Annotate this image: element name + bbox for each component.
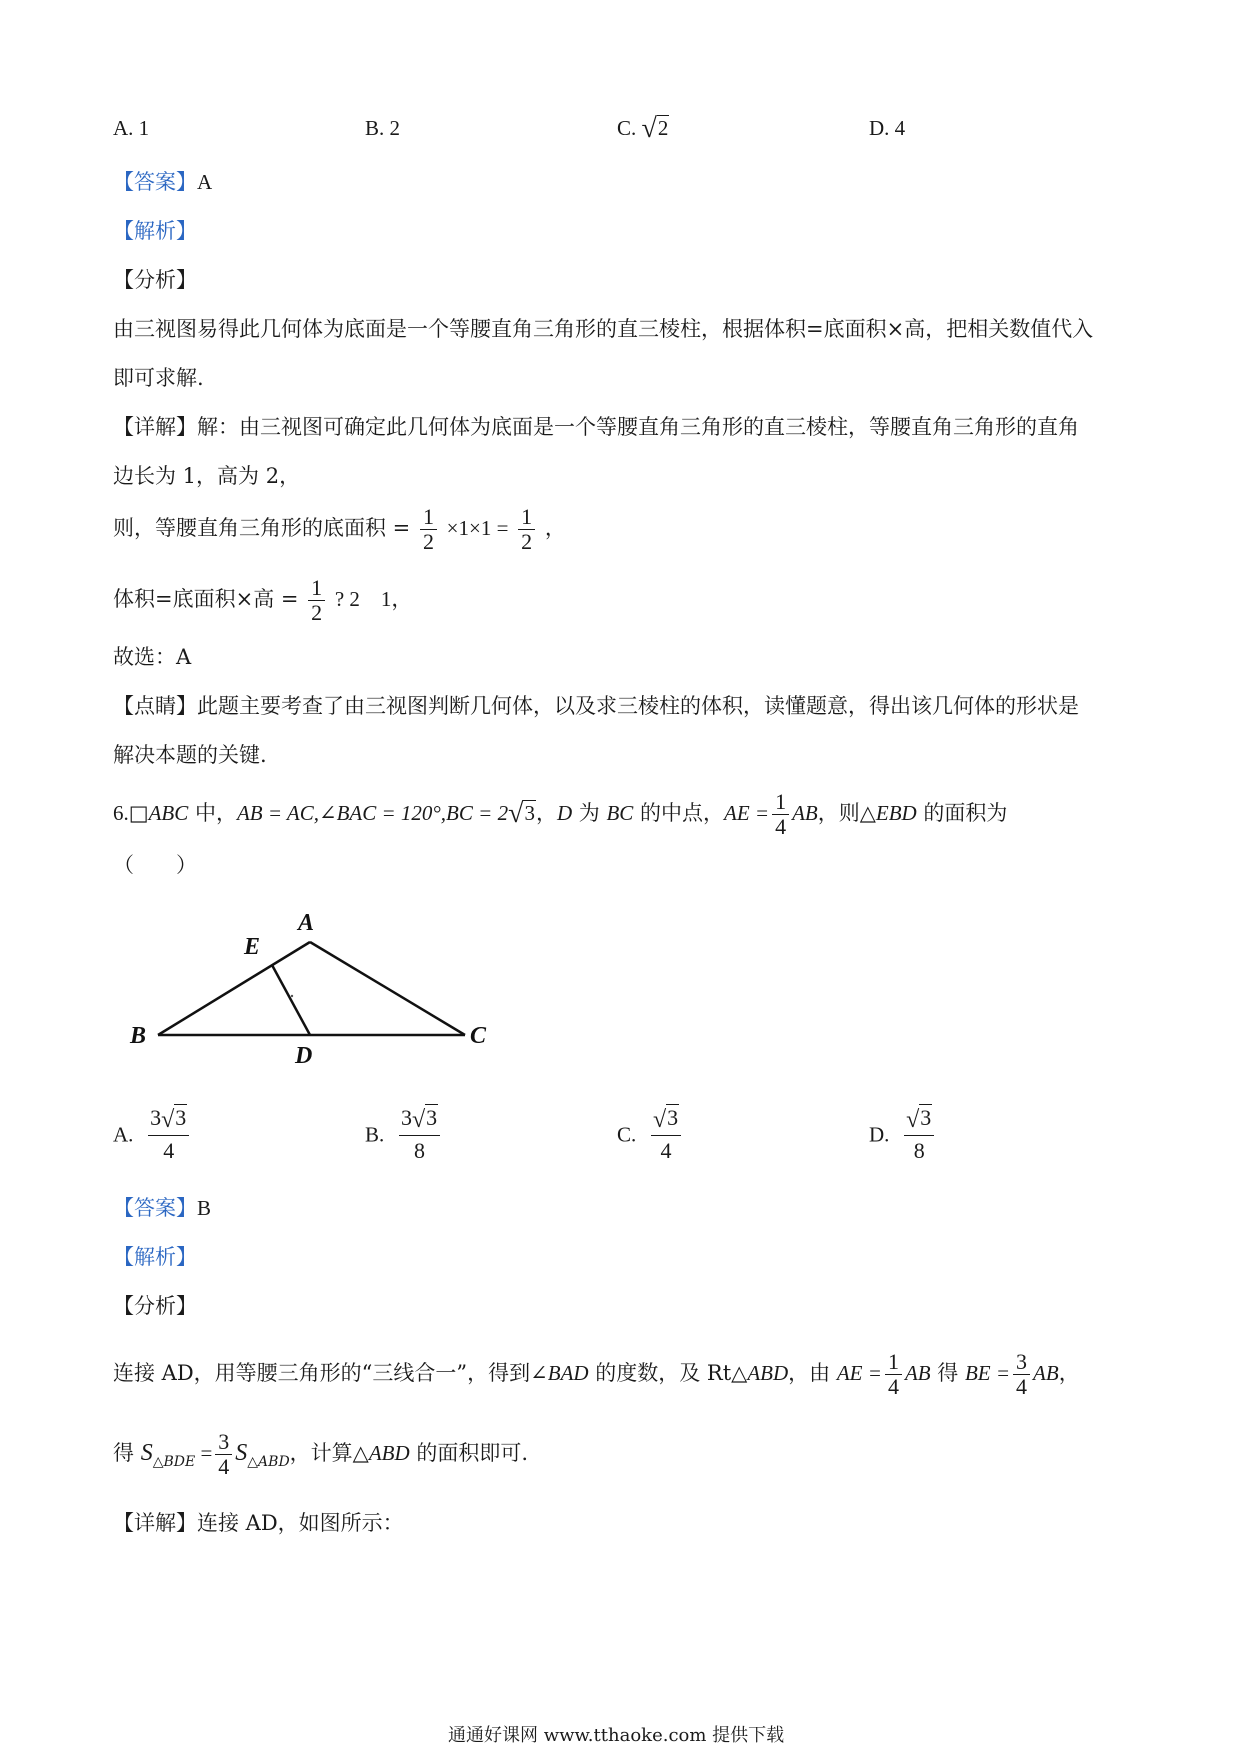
- option-d: D. 4: [869, 116, 906, 140]
- option-c-radicand: 2: [657, 116, 669, 140]
- fraction-den: 4: [1016, 1374, 1028, 1399]
- label-e: E: [244, 934, 261, 960]
- sqrt-symbol: √3: [652, 1105, 679, 1133]
- fraction-num: [399, 1103, 440, 1136]
- option-a: A. 1: [113, 116, 150, 140]
- answer-value: B: [197, 1196, 212, 1220]
- option-label: A.: [113, 1122, 134, 1147]
- q6-ae: AE =: [724, 801, 770, 825]
- q6-number: 6.: [113, 801, 129, 825]
- q6-text: 为: [572, 801, 607, 825]
- q6-detail-line: 【详解】连接 AD，如图所示：: [113, 1511, 404, 1535]
- q6-ebd: EBD: [875, 801, 917, 825]
- dianjing-line-1: 【点睛】此题主要考查了由三视图判断几何体，以及求三棱柱的体积，读懂题意，得出该几何体的形状是: [113, 694, 1079, 718]
- area-s: S: [140, 1440, 153, 1466]
- coefficient: 3: [400, 1105, 412, 1130]
- text: 得: [930, 1361, 965, 1385]
- triangle-figure: [120, 900, 500, 1080]
- fraction-den: 8: [414, 1138, 426, 1163]
- fraction-num: 1: [308, 576, 325, 601]
- q6-text: ，: [535, 801, 557, 825]
- label-a: A: [298, 910, 315, 936]
- fraction: [215, 1430, 232, 1479]
- fraction-num: [904, 1103, 934, 1136]
- fenxi-line-1: 由三视图易得此几何体为底面是一个等腰直角三角形的直三棱柱，根据体积=底面积×高，把相关数值代入: [113, 317, 1094, 341]
- q6-ab: AB: [792, 801, 818, 825]
- label-b: B: [130, 1023, 147, 1049]
- answer-value: A: [197, 170, 213, 194]
- q6-option-a: [113, 1103, 189, 1166]
- fraction-den: 4: [163, 1138, 175, 1163]
- fraction-den: 8: [913, 1138, 925, 1163]
- fraction: [772, 790, 789, 839]
- fraction-den: 4: [218, 1454, 230, 1479]
- fraction-den: 2: [521, 529, 533, 554]
- radicand: 3: [667, 1105, 679, 1130]
- fenxi-tag: 【分析】: [113, 268, 197, 292]
- ab: AB: [1033, 1361, 1059, 1385]
- subscript: △BDE: [152, 1454, 196, 1470]
- fraction-num: 1: [518, 505, 535, 530]
- text: ，: [1058, 1361, 1080, 1385]
- fraction: [885, 1350, 902, 1399]
- radicand: 3: [426, 1105, 438, 1130]
- detail-line-1: 【详解】解：由三视图可确定此几何体为底面是一个等腰直角三角形的直三棱柱，等腰直角三角形的直角: [113, 415, 1079, 439]
- calc-volume-line: [113, 576, 412, 625]
- label-c: C: [470, 1023, 487, 1049]
- tri-abd: ABD: [747, 1361, 789, 1385]
- option-label: C.: [617, 1122, 637, 1147]
- q6-text: 的面积为: [916, 801, 1008, 825]
- text: 连接 AD，用等腰三角形的“三线合一”，得到: [113, 1361, 531, 1385]
- sqrt-symbol: √3: [906, 1105, 932, 1133]
- option-c-label: C.: [617, 116, 637, 140]
- calc-area-prefix: 则，等腰直角三角形的底面积 =: [113, 516, 411, 540]
- option-fraction: [148, 1103, 189, 1166]
- fraction-den: 2: [311, 600, 323, 625]
- segment-ac: [310, 942, 465, 1035]
- fenxi-line-2: 即可求解.: [113, 366, 204, 390]
- radicand: 3: [920, 1105, 932, 1130]
- fraction: [420, 505, 437, 554]
- q6-text: ，则△: [817, 801, 876, 825]
- equals: =: [195, 1441, 213, 1465]
- fraction-den: 2: [422, 529, 434, 554]
- text: 的面积即可.: [409, 1441, 529, 1465]
- q6-stem: [113, 790, 1007, 839]
- option-c: [617, 113, 669, 144]
- q6-fenxi-line-2: [113, 1430, 528, 1479]
- option-fraction: [399, 1103, 440, 1166]
- fraction-den: 4: [660, 1138, 672, 1163]
- fraction-num: 3: [1013, 1350, 1030, 1375]
- text: ，计算△: [289, 1441, 369, 1465]
- q6-box-glyph: □: [128, 801, 149, 825]
- calc-area-mid: ×1×1 =: [446, 516, 509, 540]
- q6-text: 的中点，: [633, 801, 725, 825]
- q6-text: 中，: [188, 801, 237, 825]
- calc-volume-rest: ? 2 1，: [334, 587, 413, 611]
- fraction-den: 4: [887, 1374, 899, 1399]
- ae-eq: AE =: [836, 1361, 882, 1385]
- q6-bc: BC: [606, 801, 634, 825]
- segment-ed: [272, 965, 310, 1035]
- q6-paren: （ ）: [113, 853, 197, 877]
- q6-analysis-tag: 【解析】: [113, 1245, 197, 1269]
- calc-volume-prefix: 体积=底面积×高 =: [113, 587, 299, 611]
- subscript: △ABD: [247, 1454, 290, 1470]
- detail-line-2: 边长为 1，高为 2，: [113, 464, 301, 488]
- q6-fenxi-tag: 【分析】: [113, 1294, 197, 1318]
- q6-answer-line: [113, 1193, 211, 1223]
- fraction: [1013, 1350, 1030, 1399]
- label-d: D: [295, 1043, 313, 1069]
- q6-option-c: [617, 1103, 681, 1166]
- sqrt-symbol: √3: [411, 1105, 438, 1133]
- area-s: S: [235, 1440, 248, 1466]
- fraction-num: [651, 1103, 681, 1136]
- fraction-num: 1: [772, 790, 789, 815]
- fraction-den: 4: [775, 814, 787, 839]
- sqrt-symbol: √3: [508, 798, 535, 829]
- stray-dot: [291, 995, 293, 997]
- tri-abd: ABD: [368, 1441, 410, 1465]
- answer-tag: 【答案】: [113, 170, 197, 194]
- fraction: [518, 505, 535, 554]
- q6-abc: ABC: [148, 801, 189, 825]
- option-fraction: [904, 1103, 934, 1166]
- q6-condition: AB = AC,∠BAC = 120°,BC = 2: [236, 801, 509, 825]
- fraction-num: [148, 1103, 189, 1136]
- choose-line: 故选：A: [113, 645, 192, 669]
- angle-bad: ∠BAD: [530, 1361, 589, 1385]
- q6-radicand: 3: [524, 801, 535, 825]
- sqrt-symbol: √3: [161, 1105, 187, 1133]
- answer-tag: 【答案】: [113, 1196, 197, 1220]
- option-label: B.: [365, 1122, 385, 1147]
- sqrt-symbol: √2: [641, 113, 669, 144]
- text: ，由: [788, 1361, 837, 1385]
- text: 得: [113, 1441, 141, 1465]
- answer-line: [113, 167, 212, 197]
- segment-ab: [158, 942, 310, 1035]
- q6-d: D: [556, 801, 573, 825]
- footer-watermark: 通通好课网 www.tthaoke.com 提供下载: [448, 1725, 785, 1746]
- option-b: B. 2: [365, 116, 401, 140]
- analysis-tag: 【解析】: [113, 219, 197, 243]
- text: 的度数，及 Rt△: [588, 1361, 748, 1385]
- be-eq: BE =: [964, 1361, 1011, 1385]
- option-fraction: [651, 1103, 681, 1166]
- fraction-num: 1: [420, 505, 437, 530]
- q6-option-d: [869, 1103, 934, 1166]
- fraction: [308, 576, 325, 625]
- q6-option-b: [365, 1103, 440, 1166]
- q6-fenxi-line-1: [113, 1350, 1080, 1399]
- radicand: 3: [175, 1105, 187, 1130]
- fraction-num: 3: [215, 1430, 232, 1455]
- coefficient: 3: [150, 1105, 162, 1130]
- fraction-num: 1: [885, 1350, 902, 1375]
- calc-area-line: [113, 505, 566, 554]
- option-label: D.: [869, 1122, 890, 1147]
- ab: AB: [904, 1361, 931, 1385]
- dianjing-line-2: 解决本题的关键.: [113, 743, 267, 767]
- calc-area-end: ，: [544, 516, 566, 540]
